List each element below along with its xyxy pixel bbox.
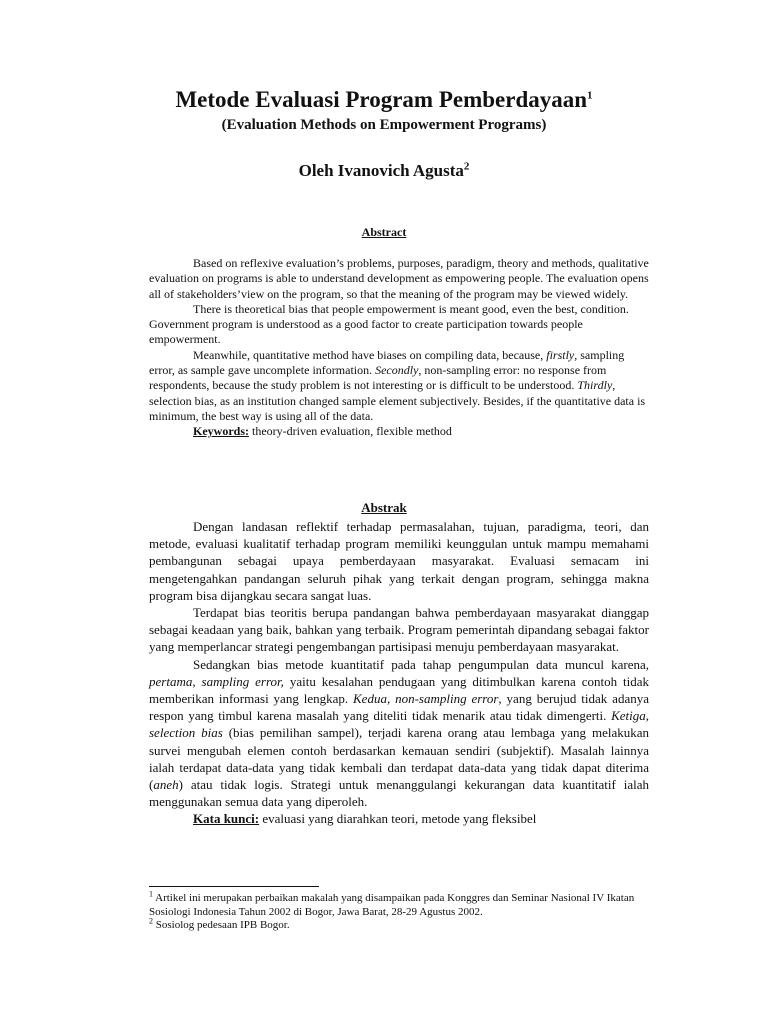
abstract-emphasis: firstly	[546, 347, 575, 362]
abstract-paragraph-2: There is theoretical bias that people empowerment is meant good, even the best, condition. Government program is understood as a good factor to create participation towards people empowerment.	[149, 301, 629, 347]
abstrak-text: yaitu kesalahan pendugaan yang ditimbulkan karena contoh tidak memberikan informasi yang lengkap.	[149, 673, 649, 707]
author-name: Oleh Ivanovich Agusta	[298, 161, 464, 180]
abstract-english	[149, 256, 649, 440]
abstrak-paragraph-2: Terdapat bias teoritis berupa pandangan bahwa pemberdayaan masyarakat dianggap sebagai keadaan yang baik, bahkan yang terbaik. Program pemerintah dipandang sebagai faktor yang memperlancar strategi pengembangan partisipasi menuju pemberdayaan masyarakat.	[149, 605, 649, 655]
abstrak-paragraph-1: Dengan landasan reflektif terhadap permasalahan, tujuan, paradigma, teori, dan metode, evaluasi kualitatif terhadap program memiliki keunggulan untuk mampu memahami pembangunan sebagai upaya pemberdayaan masyarakat. Evaluasi semacam ini mengetengahkan pandangan seluruh pihak yang terkait dengan program, sehingga makna program bisa dijangkau secara sangat luas.	[149, 519, 649, 603]
author-line	[0, 160, 768, 182]
abstract-text: , sampling error, as sample gave uncomplete information.	[149, 347, 625, 378]
abstract-paragraph-3	[149, 348, 649, 424]
abstract-emphasis: Secondly	[375, 363, 419, 378]
abstrak-text: ) atau tidak logis. Strategi untuk menanggulangi kekurangan data kuantitatif ialah menggunakan semua data yang diperoleh.	[149, 777, 649, 810]
abstract-emphasis: Thirdly	[577, 378, 613, 393]
abstrak-text: Sedangkan bias metode kuantitatif pada tahap pengumpulan data muncul karena,	[193, 656, 649, 672]
abstrak-emphasis: selection bias	[149, 725, 223, 741]
abstract-indonesian	[149, 518, 649, 828]
kata-kunci-label: Kata kunci:	[193, 811, 260, 827]
paper-title	[0, 86, 768, 114]
abstrak-emphasis: pertama	[149, 673, 193, 689]
footnote-marker: 2	[149, 916, 153, 926]
footnote-separator	[149, 886, 319, 887]
abstrak-emphasis: Ketiga	[611, 708, 646, 724]
abstrak-emphasis: aneh	[153, 777, 179, 793]
footnote-1	[149, 889, 659, 919]
footnote-text: Artikel ini merupakan perbaikan makalah yang disampaikan pada Konggres dan Seminar Nasional IV Ikatan Sosiologi Indonesia Tahun 2002 di Bogor, Jawa Barat, 28-29 Agustus 2002.	[149, 892, 635, 918]
abstract-paragraph-1: Based on reflexive evaluation’s problems, purposes, paradigm, theory and methods, qualitative evaluation on programs is able to understand development as empowering people. The evaluation opens all of stakeholders’view on the program, so that the meaning of the program may be viewed widely.	[149, 256, 649, 301]
title-footnote-marker: 1	[587, 89, 593, 102]
author-footnote-marker: 2	[463, 160, 470, 173]
keywords-label: Keywords:	[193, 424, 249, 439]
footnote-2	[149, 916, 659, 933]
abstrak-text: ,	[192, 673, 202, 689]
footnote-text: Sosiolog pedesaan IPB Bogor.	[153, 919, 290, 931]
kata-kunci-text: evaluasi yang diarahkan teori, metode yang fleksibel	[259, 811, 537, 827]
kata-kunci-line	[149, 810, 649, 827]
paper-subtitle: (Evaluation Methods on Empowerment Programs)	[221, 117, 547, 133]
abstrak-text: ,	[645, 708, 649, 724]
abstrak-emphasis: Kedua, non-sampling error	[353, 691, 499, 707]
keywords-line	[149, 424, 649, 439]
abstract-heading: Abstract	[361, 225, 407, 239]
abstract-text: , selection bias, as an institution changed sample element subjectively. Besides, if the quantitative data is minimum, the best way is using all of the data.	[149, 378, 646, 423]
abstract-text: Meanwhile, quantitative method have biases on compiling data, because,	[193, 347, 547, 362]
abstrak-emphasis: sampling error,	[201, 673, 284, 689]
abstrak-text: (bias pemilihan sampel), terjadi karena orang atau lembaga yang melakukan survei mengubah elemen contoh berdasarkan kemauan sendiri (subjektif). Masalah lainnya ialah terdapat data-data yang tidak kembali dan terdapat data-data yang tidak dapat diterima (	[149, 725, 649, 793]
abstrak-heading: Abstrak	[361, 500, 407, 515]
footnote-marker: 1	[149, 889, 153, 899]
paper-title-text: Metode Evaluasi Program Pemberdayaan	[175, 87, 588, 112]
keywords-text: theory-driven evaluation, flexible method	[249, 424, 452, 439]
abstrak-text: , yang berujud tidak adanya respon yang timbul karena masalah yang diteliti tidak menarik atau tidak dimengerti.	[149, 691, 649, 724]
footnotes	[149, 889, 659, 933]
abstrak-paragraph-3	[149, 656, 649, 811]
abstract-text: , non-sampling error: no response from respondents, because the study problem is not interesting or is difficult to be understood.	[149, 363, 607, 393]
